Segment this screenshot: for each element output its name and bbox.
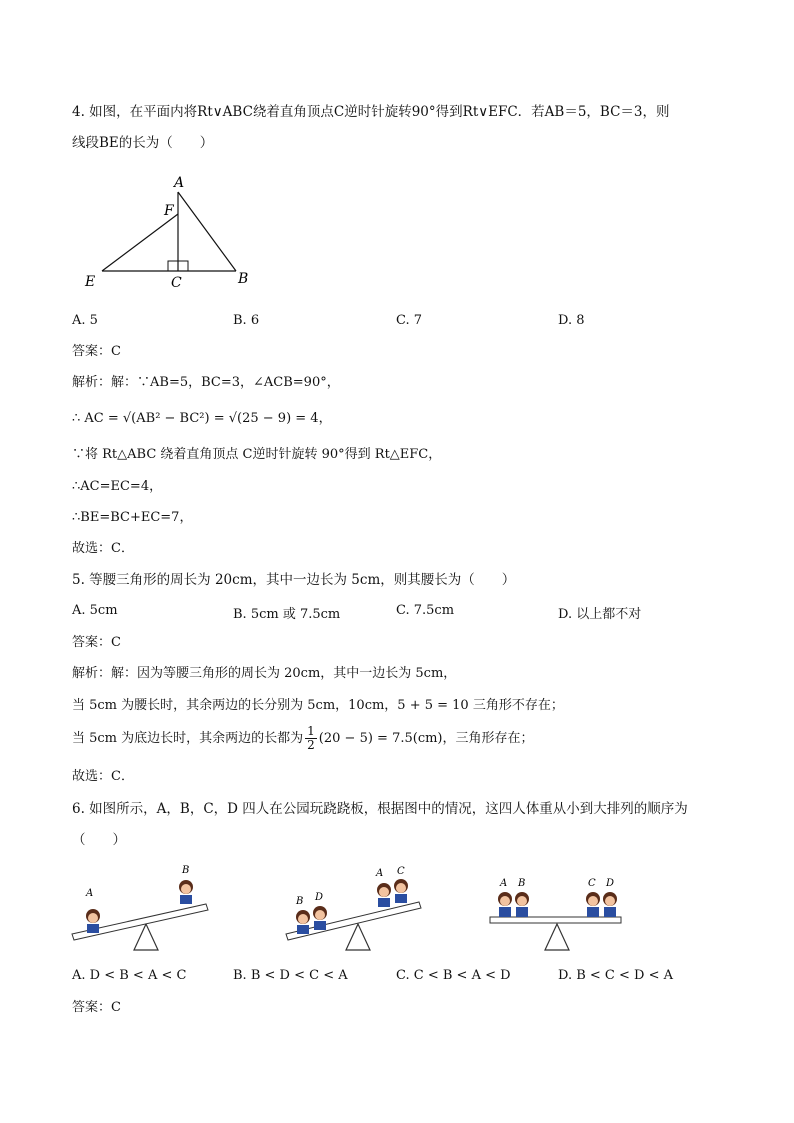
fig1-label-a: A <box>86 888 94 899</box>
q5-option-b: B. 5cm 或 7.5cm <box>233 607 341 622</box>
q4-option-b: B. 6 <box>233 313 260 328</box>
label-E: E <box>85 274 96 290</box>
q5-solution-line4: 故选：C． <box>72 769 134 784</box>
q4-solution-line2: ∴ AC = √(AB² − BC²) = √(25 − 9) = 4， <box>72 411 332 426</box>
q5-solution-line3-pre: 当 5cm 为底边长时，其余两边的长都为 <box>72 731 304 746</box>
q4-option-c: C. 7 <box>396 313 423 328</box>
q5-option-d: D. 以上都不对 <box>558 607 642 622</box>
q5-answer: 答案：C <box>72 635 121 650</box>
q6-stem-line2: （ ） <box>72 832 126 848</box>
kids-a-b-figure <box>498 892 529 917</box>
label-F: F <box>164 203 174 219</box>
seesaw-pivot <box>134 924 158 950</box>
q4-option-d: D. 8 <box>558 313 585 328</box>
q6-option-b: B. B < D < C < A <box>233 968 348 983</box>
q6-option-c: C. C < B < A < D <box>396 968 511 983</box>
label-B: B <box>238 271 249 287</box>
kid-a-figure <box>86 909 100 933</box>
fraction-denominator: 2 <box>307 738 315 752</box>
fig2-label-c: C <box>397 866 405 877</box>
q4-answer: 答案：C <box>72 344 121 359</box>
q5-stem: 5. 等腰三角形的周长为 20cm，其中一边长为 5cm，则其腰长为（ ） <box>72 572 516 588</box>
fig2-label-b: B <box>296 896 304 907</box>
seesaw-pivot <box>346 924 370 950</box>
q4-solution-line1: 解析：解：∵AB=5，BC=3，∠ACB=90°， <box>72 375 340 390</box>
seesaw-board <box>490 917 621 923</box>
kids-c-d-figure <box>586 892 617 917</box>
q6-answer: 答案：C <box>72 1000 121 1015</box>
q4-solution-line5: ∴BE=BC+EC=7， <box>72 510 193 525</box>
q6-stem-line1: 6. 如图所示，A，B，C，D 四人在公园玩跷跷板，根据图中的情况，这四人体重从小到大排列的顺序为 <box>72 801 688 817</box>
fig3-label-c: C <box>588 878 596 889</box>
fig2-label-a: A <box>376 868 384 879</box>
q5-solution-line3 <box>72 724 534 754</box>
q4-solution-line3: ∵将 Rt△ABC 绕着直角顶点 C逆时针旋转 90°得到 Rt△EFC， <box>72 447 442 462</box>
fraction-one-half <box>305 725 317 752</box>
q5-solution-line3-post: (20 − 5) = 7.5(cm)，三角形存在； <box>318 731 534 746</box>
fig1-label-b: B <box>182 865 190 876</box>
q6-option-a: A. D < B < A < C <box>72 968 187 983</box>
kid-b-figure <box>179 880 193 904</box>
q5-solution-line2: 当 5cm 为腰长时，其余两边的长分别为 5cm，10cm，5 + 5 = 10 三角形不存在； <box>72 698 564 713</box>
q4-stem-line1: 4. 如图，在平面内将Rt∨ABC绕着直角顶点C逆时针旋转90°得到Rt∨EFC．若AB＝5，BC＝3，则 <box>72 104 670 120</box>
q4-solution-line4: ∴AC=EC=4， <box>72 479 163 494</box>
fig3-label-b: B <box>518 878 526 889</box>
q4-solution-line6: 故选：C． <box>72 541 134 556</box>
seesaw-pivot <box>545 924 569 950</box>
segment-EF <box>102 214 178 271</box>
q5-solution-line1: 解析：解：因为等腰三角形的周长为 20cm，其中一边长为 5cm， <box>72 666 457 681</box>
seesaw-figure-2 <box>283 860 428 954</box>
q4-stem-line2: 线段BE的长为（ ） <box>72 135 214 151</box>
q4-option-a: A. 5 <box>72 313 98 328</box>
q5-option-a: A. 5cm <box>72 603 118 618</box>
label-A: A <box>174 175 185 191</box>
q6-option-d: D. B < C < D < A <box>558 968 674 983</box>
fraction-numerator: 1 <box>307 724 315 738</box>
segment-AB <box>178 192 236 271</box>
fig3-label-d: D <box>606 878 615 889</box>
kids-a-c-figure <box>377 879 408 907</box>
fig3-label-a: A <box>500 878 508 889</box>
fig2-label-d: D <box>315 892 324 903</box>
seesaw-figure-1 <box>66 858 216 954</box>
q4-triangle-figure <box>80 170 270 295</box>
q5-option-c: C. 7.5cm <box>396 603 455 618</box>
label-C: C <box>171 275 182 291</box>
seesaw-figure-3 <box>487 872 627 954</box>
